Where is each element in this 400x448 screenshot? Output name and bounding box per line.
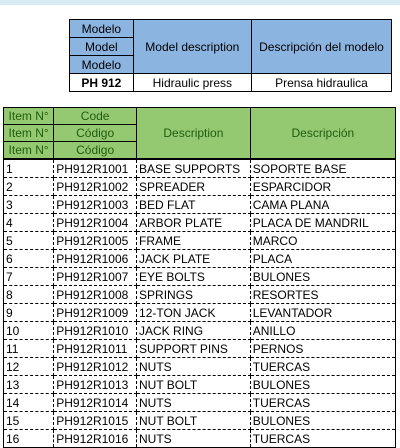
description-cell: JACK PLATE — [137, 250, 251, 268]
model-label-2: Model — [70, 38, 134, 56]
descripcion-cell: TUERCAS — [250, 430, 395, 448]
descripcion-cell: LEVANTADOR — [250, 304, 395, 322]
description-cell: NUT BOLT — [137, 412, 251, 430]
item-cell: 8 — [4, 286, 54, 304]
item-cell: 7 — [4, 268, 54, 286]
parts-table — [3, 107, 396, 448]
descripcion-cell: BULONES — [250, 412, 395, 430]
code-cell: PH912R1007 — [54, 268, 137, 286]
model-value: PH 912 — [70, 74, 134, 92]
item-cell: 9 — [4, 304, 54, 322]
description-cell: SPREADER — [137, 178, 251, 196]
table-row — [4, 430, 396, 448]
code-cell: PH912R1002 — [54, 178, 137, 196]
model-label-3: Modelo — [70, 56, 134, 74]
table-row — [4, 376, 396, 394]
code-header-2: Código — [54, 125, 137, 142]
table-row — [4, 232, 396, 250]
code-cell: PH912R1008 — [54, 286, 137, 304]
code-cell: PH912R1014 — [54, 394, 137, 412]
code-cell: PH912R1003 — [54, 196, 137, 214]
description-cell: EYE BOLTS — [137, 268, 251, 286]
code-cell: PH912R1012 — [54, 358, 137, 376]
item-header-2: Item N° — [4, 125, 54, 142]
table-row — [4, 214, 396, 232]
description-cell: SUPPORT PINS — [137, 340, 251, 358]
code-cell: PH912R1016 — [54, 430, 137, 448]
item-cell: 10 — [4, 322, 54, 340]
description-cell: ARBOR PLATE — [137, 214, 251, 232]
item-cell: 14 — [4, 394, 54, 412]
parts-header-row — [4, 108, 396, 125]
description-cell: NUTS — [137, 358, 251, 376]
top-rule — [0, 0, 400, 5]
item-cell: 16 — [4, 430, 54, 448]
code-cell: PH912R1001 — [54, 159, 137, 178]
descripcion-cell: PERNOS — [250, 340, 395, 358]
description-cell: FRAME — [137, 232, 251, 250]
descripcion-header: Descripción — [250, 108, 395, 160]
item-cell: 2 — [4, 178, 54, 196]
model-description-header: Model description — [133, 20, 251, 74]
description-header: Description — [137, 108, 251, 160]
item-cell: 15 — [4, 412, 54, 430]
description-cell: NUT BOLT — [137, 376, 251, 394]
code-header-1: Code — [54, 108, 137, 125]
item-cell: 1 — [4, 159, 54, 178]
code-header-3: Código — [54, 142, 137, 160]
item-cell: 11 — [4, 340, 54, 358]
item-header-1: Item N° — [4, 108, 54, 125]
item-cell: 5 — [4, 232, 54, 250]
table-row — [4, 340, 396, 358]
descripcion-cell: BULONES — [250, 376, 395, 394]
description-cell: SPRINGS — [137, 286, 251, 304]
description-cell: NUTS — [137, 430, 251, 448]
descripcion-modelo-value: Prensa hidraulica — [251, 74, 391, 92]
descripcion-cell: RESORTES — [250, 286, 395, 304]
table-row — [4, 358, 396, 376]
model-value-row — [70, 74, 392, 92]
code-cell: PH912R1015 — [54, 412, 137, 430]
description-cell: JACK RING — [137, 322, 251, 340]
table-row — [4, 159, 396, 178]
description-cell: BASE SUPPORTS — [137, 159, 251, 178]
item-cell: 3 — [4, 196, 54, 214]
descripcion-cell: TUERCAS — [250, 358, 395, 376]
description-cell: 12-TON JACK — [137, 304, 251, 322]
descripcion-cell: ANILLO — [250, 322, 395, 340]
table-row — [4, 304, 396, 322]
item-header-3: Item N° — [4, 142, 54, 160]
descripcion-cell: SOPORTE BASE — [250, 159, 395, 178]
table-row — [4, 268, 396, 286]
model-header-row — [70, 20, 392, 38]
description-cell: BED FLAT — [137, 196, 251, 214]
description-cell: NUTS — [137, 394, 251, 412]
table-row — [4, 250, 396, 268]
descripcion-cell: CAMA PLANA — [250, 196, 395, 214]
descripcion-cell: BULONES — [250, 268, 395, 286]
code-cell: PH912R1004 — [54, 214, 137, 232]
table-row — [4, 412, 396, 430]
descripcion-cell: PLACA DE MANDRIL — [250, 214, 395, 232]
descripcion-cell: PLACA — [250, 250, 395, 268]
item-cell: 12 — [4, 358, 54, 376]
model-table — [69, 19, 392, 92]
code-cell: PH912R1005 — [54, 232, 137, 250]
code-cell: PH912R1006 — [54, 250, 137, 268]
model-label-1: Modelo — [70, 20, 134, 38]
code-cell: PH912R1009 — [54, 304, 137, 322]
code-cell: PH912R1011 — [54, 340, 137, 358]
item-cell: 6 — [4, 250, 54, 268]
code-cell: PH912R1010 — [54, 322, 137, 340]
parts-body — [4, 159, 396, 448]
item-cell: 13 — [4, 376, 54, 394]
descripcion-modelo-header: Descripción del modelo — [251, 20, 391, 74]
table-row — [4, 196, 396, 214]
table-row — [4, 322, 396, 340]
item-cell: 4 — [4, 214, 54, 232]
code-cell: PH912R1013 — [54, 376, 137, 394]
table-row — [4, 178, 396, 196]
table-row — [4, 286, 396, 304]
descripcion-cell: ESPARCIDOR — [250, 178, 395, 196]
table-row — [4, 394, 396, 412]
descripcion-cell: TUERCAS — [250, 394, 395, 412]
model-description-value: Hidraulic press — [133, 74, 251, 92]
descripcion-cell: MARCO — [250, 232, 395, 250]
